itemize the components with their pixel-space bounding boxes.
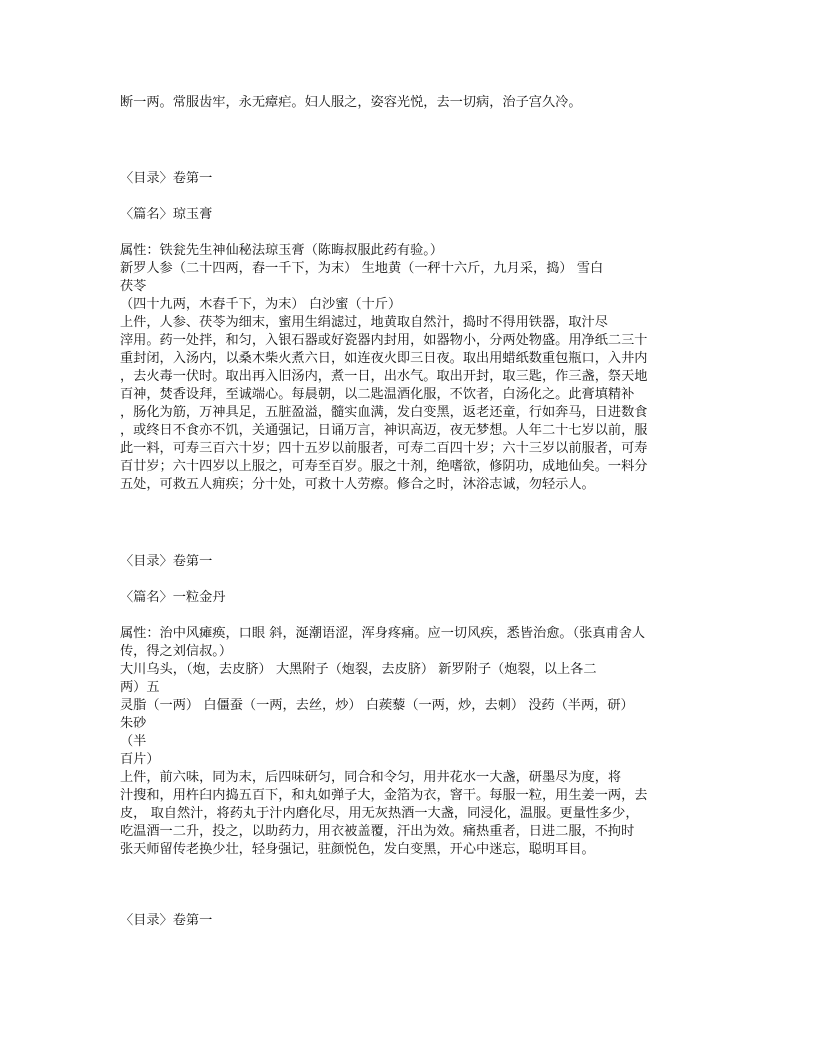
section-1-line: 上件，人参、茯苓为细末，蜜用生绢滤过，地黄取自然汁，捣时不得用铁器，取汁尽 bbox=[120, 315, 608, 330]
section-2-line: 汁搜和，用杵臼内捣五百下，和丸如弹子大，金箔为衣，窨干。每服一粒，用生姜一两，去 bbox=[120, 788, 648, 803]
section-1-line: 百廿岁；六十四岁以上服之，可寿至百岁。服之十剂，绝嗜欲，修阴功，成地仙矣。一料分 bbox=[120, 459, 648, 474]
section-2-line: 皮， 取自然汁，将药丸于汁内磨化尽，用无灰热酒一大盏，同浸化，温服。更量性多少， bbox=[120, 806, 639, 821]
section-1-title-heading: 〈篇名〉琼玉膏 bbox=[120, 207, 213, 222]
section-1-catalog-heading: 〈目录〉卷第一 bbox=[120, 171, 213, 186]
section-1-line: 滓用。药一处拌，和匀，入银石器或好瓷器内封用，如器物小，分两处物盛。用净纸二三十 bbox=[120, 333, 648, 348]
section-3-catalog-heading: 〈目录〉卷第一 bbox=[120, 913, 213, 928]
section-1-line: 茯苓 bbox=[120, 279, 147, 294]
section-2-line: 张天师留传老换少壮，轻身强记，驻颜悦色，发白变黑，开心中迷忘，聪明耳目。 bbox=[120, 842, 595, 857]
section-2-line: （半 bbox=[120, 734, 147, 749]
section-2-line: 两）五 bbox=[120, 680, 160, 695]
section-2-title-heading: 〈篇名〉一粒金丹 bbox=[120, 590, 226, 605]
section-1-line: 百神，焚香设拜，至诚端心。每晨朝，以二匙温酒化服，不饮者，白汤化之。此膏填精补 bbox=[120, 387, 635, 402]
section-1-line: ，或终日不食亦不饥，关通强记，日诵万言，神识高迈，夜无梦想。人年二十七岁以前，服 bbox=[120, 423, 648, 438]
section-1-line: 属性：铁瓮先生神仙秘法琼玉膏（陈晦叔服此药有验。） bbox=[120, 243, 444, 258]
section-2-catalog-heading: 〈目录〉卷第一 bbox=[120, 554, 213, 569]
section-2-line: 朱砂 bbox=[120, 716, 147, 731]
intro-tail-text: 断一两。常服齿牢，永无瘴疟。妇人服之，姿容光悦，去一切病，治子宫久冷。 bbox=[120, 95, 582, 110]
section-2-line: 大川乌头，（炮，去皮脐） 大黑附子（炮裂，去皮脐） 新罗附子（炮裂，以上各二 bbox=[120, 662, 597, 677]
section-2-line: 吃温酒一二升，投之，以助药力，用衣被盖覆，汗出为效。痛热重者，日进二服，不拘时 bbox=[120, 824, 635, 839]
section-2-line: 上件，前六味，同为末，后四味研匀，同合和令匀，用井花水一大盏，研墨尽为度，将 bbox=[120, 770, 622, 785]
section-1-line: （四十九两，木舂千下，为末） 白沙蜜（十斤） bbox=[120, 297, 402, 312]
section-2-line: 传，得之刘信叔。） bbox=[120, 644, 233, 659]
section-1-line: 新罗人参（二十四两，舂一千下，为末） 生地黄（一秤十六斤，九月采，捣） 雪白 bbox=[120, 261, 604, 276]
section-2-line: 属性：治中风瘫痪，口眼 斜，涎潮语涩，浑身疼痛。应一切风疾，悉皆治愈。（张真甫舍人 bbox=[120, 626, 646, 641]
section-1-line: 重封闭，入汤内，以桑木柴火煮六日，如连夜火即三日夜。取出用蜡纸数重包瓶口，入井内 bbox=[120, 351, 648, 366]
section-2-line: 灵脂（一两） 白僵蚕（一两，去丝，炒） 白蒺藜（一两，炒，去刺） 没药（半两，研） bbox=[120, 698, 634, 713]
section-1-line: 此一料，可寿三百六十岁；四十五岁以前服者，可寿二百四十岁；六十三岁以前服者，可寿 bbox=[120, 441, 648, 456]
section-1-line: ，去火毒一伏时。取出再入旧汤内，煮一日，出水气。取出开封，取三匙，作三盏，祭天地 bbox=[120, 369, 648, 384]
section-2-line: 百片） bbox=[120, 752, 160, 767]
section-1-line: ，肠化为筋，万神具足，五脏盈溢，髓实血满，发白变黑，返老还童，行如奔马，日进数食 bbox=[120, 405, 648, 420]
section-1-line: 五处，可救五人痈疾；分十处，可救十人劳瘵。修合之时，沐浴志诚，勿轻示人。 bbox=[120, 477, 595, 492]
